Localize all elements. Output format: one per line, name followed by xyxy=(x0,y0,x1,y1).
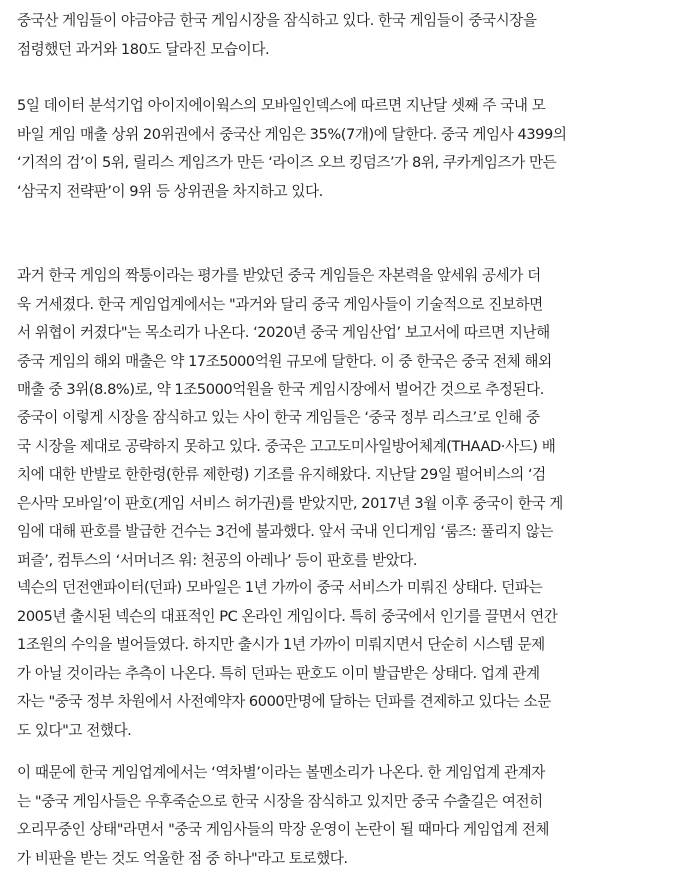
text-line: 서 위협이 커졌다"는 목소리가 나온다. ‘2020년 중국 게임산업’ 보고서에 따르면 지난해 xyxy=(17,324,550,341)
text-line: ‘삼국지 전략판’이 9위 등 상위권을 차지하고 있다. xyxy=(17,182,323,200)
text-line: 5일 데이터 분석기업 아이지에이웍스의 모바일인덱스에 따르면 지난달 셋째 주 국내 모 xyxy=(17,97,546,114)
text-line: 1조원의 수익을 벌어들였다. 하지만 출시가 1년 가까이 미뤄지면서 단순히 시스템 문제 xyxy=(17,636,545,653)
article-paragraph xyxy=(17,574,557,745)
text-line: 임에 대해 판호를 발급한 건수는 3건에 불과했다. 앞서 국내 인디게임 ‘룸즈: 풀리지 않는 xyxy=(17,523,553,540)
text-line: 바일 게임 매출 상위 20위권에서 중국산 게임은 35%(7개)에 달한다. 중국 게임사 4399의 xyxy=(17,125,567,143)
article-paragraph xyxy=(17,759,549,873)
text-line: 국 시장을 제대로 공략하지 못하고 있다. 중국은 고고도미사일방어체계(THAAD·사드) 배 xyxy=(17,437,556,455)
text-line: 는 "중국 게임사들은 우후죽순으로 한국 시장을 잠식하고 있지만 중국 수출길은 여전히 xyxy=(17,792,543,810)
text-line: 가 아닐 것이라는 추측이 나온다. 특히 던파는 판호도 이미 발급받은 상태다. 업계 관계 xyxy=(17,664,540,682)
text-line: 중국 게임의 해외 매출은 약 17조5000억원 규모에 달한다. 이 중 한국은 중국 전체 해외 xyxy=(17,352,552,370)
article-paragraph xyxy=(17,92,566,206)
text-line: 중국산 게임들이 야금야금 한국 게임시장을 잠식하고 있다. 한국 게임들이 중국시장을 xyxy=(17,12,537,29)
text-line: 욱 거세졌다. 한국 게임업계에서는 "과거와 달리 중국 게임사들이 기술적으로 진보하면 xyxy=(17,295,543,313)
text-line: ‘기적의 검’이 5위, 릴리스 게임즈가 만든 ‘라이즈 오브 킹덤즈’가 8위, 쿠카게임즈가 만든 xyxy=(17,154,557,171)
article-paragraph xyxy=(17,262,552,405)
text-line: 2005년 출시된 넥슨의 대표적인 PC 온라인 게임이다. 특히 중국에서 인기를 끌면서 연간 xyxy=(17,607,558,625)
text-line: 중국이 이렇게 시장을 잠식하고 있는 사이 한국 게임들은 ‘중국 정부 리스크’로 인해 중 xyxy=(17,409,540,426)
article-paragraph xyxy=(17,7,537,64)
text-line: 퍼즐’, 컴투스의 ‘서머너즈 워: 천공의 아레나’ 등이 판호를 받았다. xyxy=(17,551,418,569)
text-line: 자는 "중국 정부 차원에서 사전예약자 6000만명에 달하는 던파를 견제하고 있다는 소문 xyxy=(17,693,551,710)
text-line: 매출 중 3위(8.8%)로, 약 1조5000억원을 한국 게임시장에서 벌어간 것으로 추정된다. xyxy=(17,381,544,398)
text-line: 치에 대한 반발로 한한령(한류 제한령) 기조를 유지해왔다. 지난달 29일 펄어비스의 ‘검 xyxy=(17,466,546,483)
text-line: 이 때문에 한국 게임업계에서는 ‘역차별’이라는 볼멘소리가 나온다. 한 게임업계 관계자 xyxy=(17,764,545,781)
text-line: 넥슨의 던전앤파이터(던파) 모바일은 1년 가까이 중국 서비스가 미뤄진 상태다. 던파는 xyxy=(17,579,543,596)
text-line: 은사막 모바일’이 판호(게임 서비스 허가권)를 받았지만, 2017년 3월 이후 중국이 한국 게 xyxy=(17,494,563,512)
article-paragraph xyxy=(17,404,563,575)
text-line: 도 있다"고 전했다. xyxy=(17,721,132,739)
text-line: 오리무중인 상태"라면서 "중국 게임사들의 막장 운영이 논란이 될 때마다 게임업계 전체 xyxy=(17,821,550,838)
text-line: 점령했던 과거와 180도 달라진 모습이다. xyxy=(17,40,270,58)
text-line: 가 비판을 받는 것도 억울한 점 중 하나"라고 토로했다. xyxy=(17,849,348,867)
text-line: 과거 한국 게임의 짝퉁이라는 평가를 받았던 중국 게임들은 자본력을 앞세워 공세가 더 xyxy=(17,267,541,284)
